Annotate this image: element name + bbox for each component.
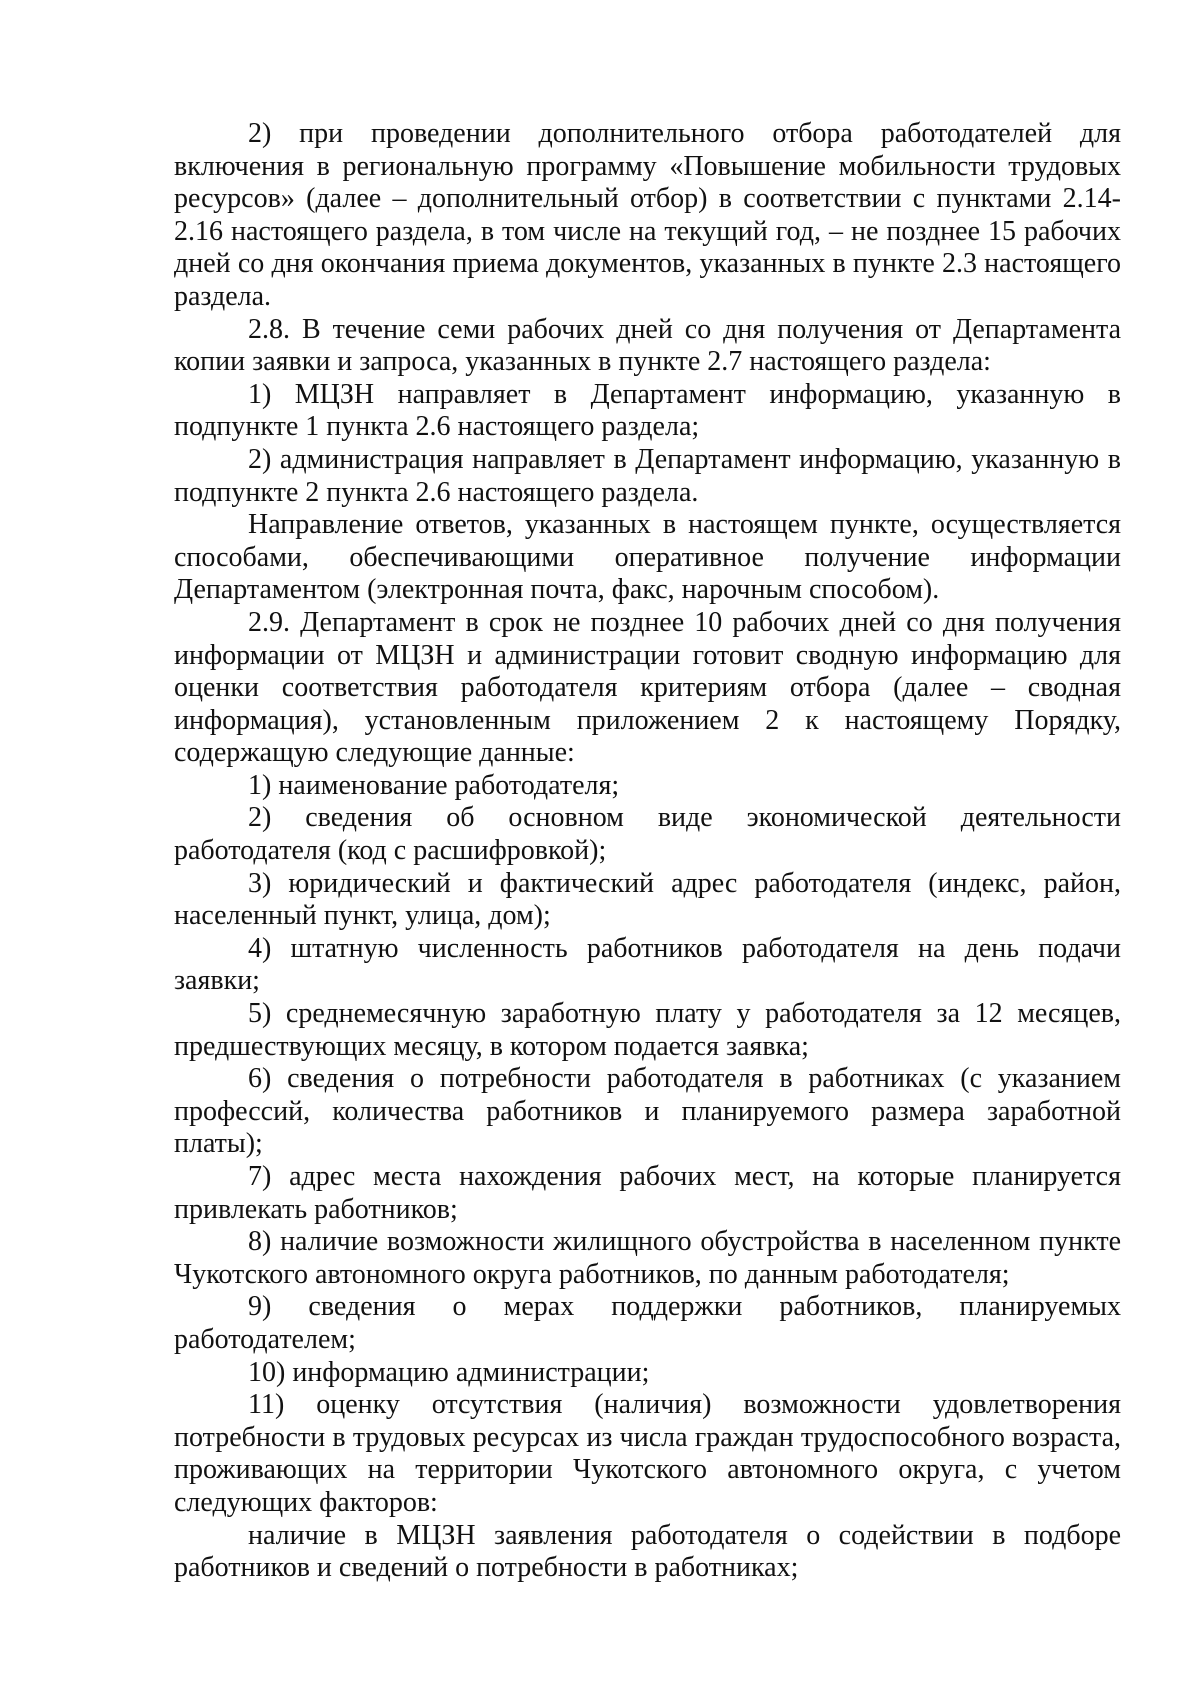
paragraph-2-8-item-1: 1) МЦЗН направляет в Департамент информацию, указанную в подпункте 1 пункта 2.6 настоящего раздела;: [174, 378, 1121, 443]
paragraph-additional-selection-deadline: 2) при проведении дополнительного отбора работодателей для включения в региональную программу «Повышение мобильности трудовых ресурсов» (далее – дополнительный отбор) в соответствии с пунктами 2.14-2.16 настоящего раздела, в том числе на текущий год, – не позднее 15 рабочих дней со дня окончания приема документов, указанных в пункте 2.3 настоящего раздела.: [174, 118, 1121, 312]
paragraph-2-8: 2.8. В течение семи рабочих дней со дня получения от Департамента копии заявки и запроса, указанных в пункте 2.7 настоящего раздела:: [174, 313, 1121, 378]
paragraph-2-9-item-4: 4) штатную численность работников работодателя на день подачи заявки;: [174, 932, 1121, 997]
paragraph-factor-mczn-application: наличие в МЦЗН заявления работодателя о содействии в подборе работников и сведений о потребности в работниках;: [174, 1519, 1121, 1584]
paragraph-2-9-item-6: 6) сведения о потребности работодателя в работниках (с указанием профессий, количества работников и планируемого размера заработной платы);: [174, 1063, 1121, 1160]
paragraph-2-9-item-11: 11) оценку отсутствия (наличия) возможности удовлетворения потребности в трудовых ресурсах из числа граждан трудоспособного возраста, проживающих на территории Чукотского автономного округа, с учетом следующих факторов:: [174, 1389, 1121, 1518]
document-page: [174, 118, 1121, 1585]
paragraph-2-8-item-2: 2) администрация направляет в Департамент информацию, указанную в подпункте 2 пункта 2.6 настоящего раздела.: [174, 443, 1121, 508]
paragraph-2-9-item-10: 10) информацию администрации;: [248, 1356, 650, 1388]
paragraph-2-9-item-5: 5) среднемесячную заработную плату у работодателя за 12 месяцев, предшествующих месяцу, в котором подается заявка;: [174, 998, 1121, 1062]
paragraph-2-9-item-9: 9) сведения о мерах поддержки работников, планируемых работодателем;: [174, 1291, 1121, 1355]
paragraph-response-methods: Направление ответов, указанных в настоящем пункте, осуществляется способами, обеспечивающими оперативное получение информации Департаментом (электронная почта, факс, нарочным способом).: [174, 509, 1121, 606]
paragraph-2-9: 2.9. Департамент в срок не позднее 10 рабочих дней со дня получения информации от МЦЗН и администрации готовит сводную информацию для оценки соответствия работодателя критериям отбора (далее – сводная информация), установленным приложением 2 к настоящему Порядку, содержащую следующие данные:: [174, 606, 1121, 769]
paragraph-2-9-item-2: 2) сведения об основном виде экономической деятельности работодателя (код с расшифровкой);: [174, 802, 1121, 867]
paragraph-2-9-item-3: 3) юридический и фактический адрес работодателя (индекс, район, населенный пункт, улица, дом);: [174, 867, 1121, 932]
paragraph-2-9-item-1: 1) наименование работодателя;: [248, 769, 620, 801]
paragraph-2-9-item-7: 7) адрес места нахождения рабочих мест, на которые планируется привлекать работников;: [174, 1161, 1121, 1225]
paragraph-2-9-item-8: 8) наличие возможности жилищного обустройства в населенном пункте Чукотского автономного округа работников, по данным работодателя;: [174, 1226, 1121, 1290]
